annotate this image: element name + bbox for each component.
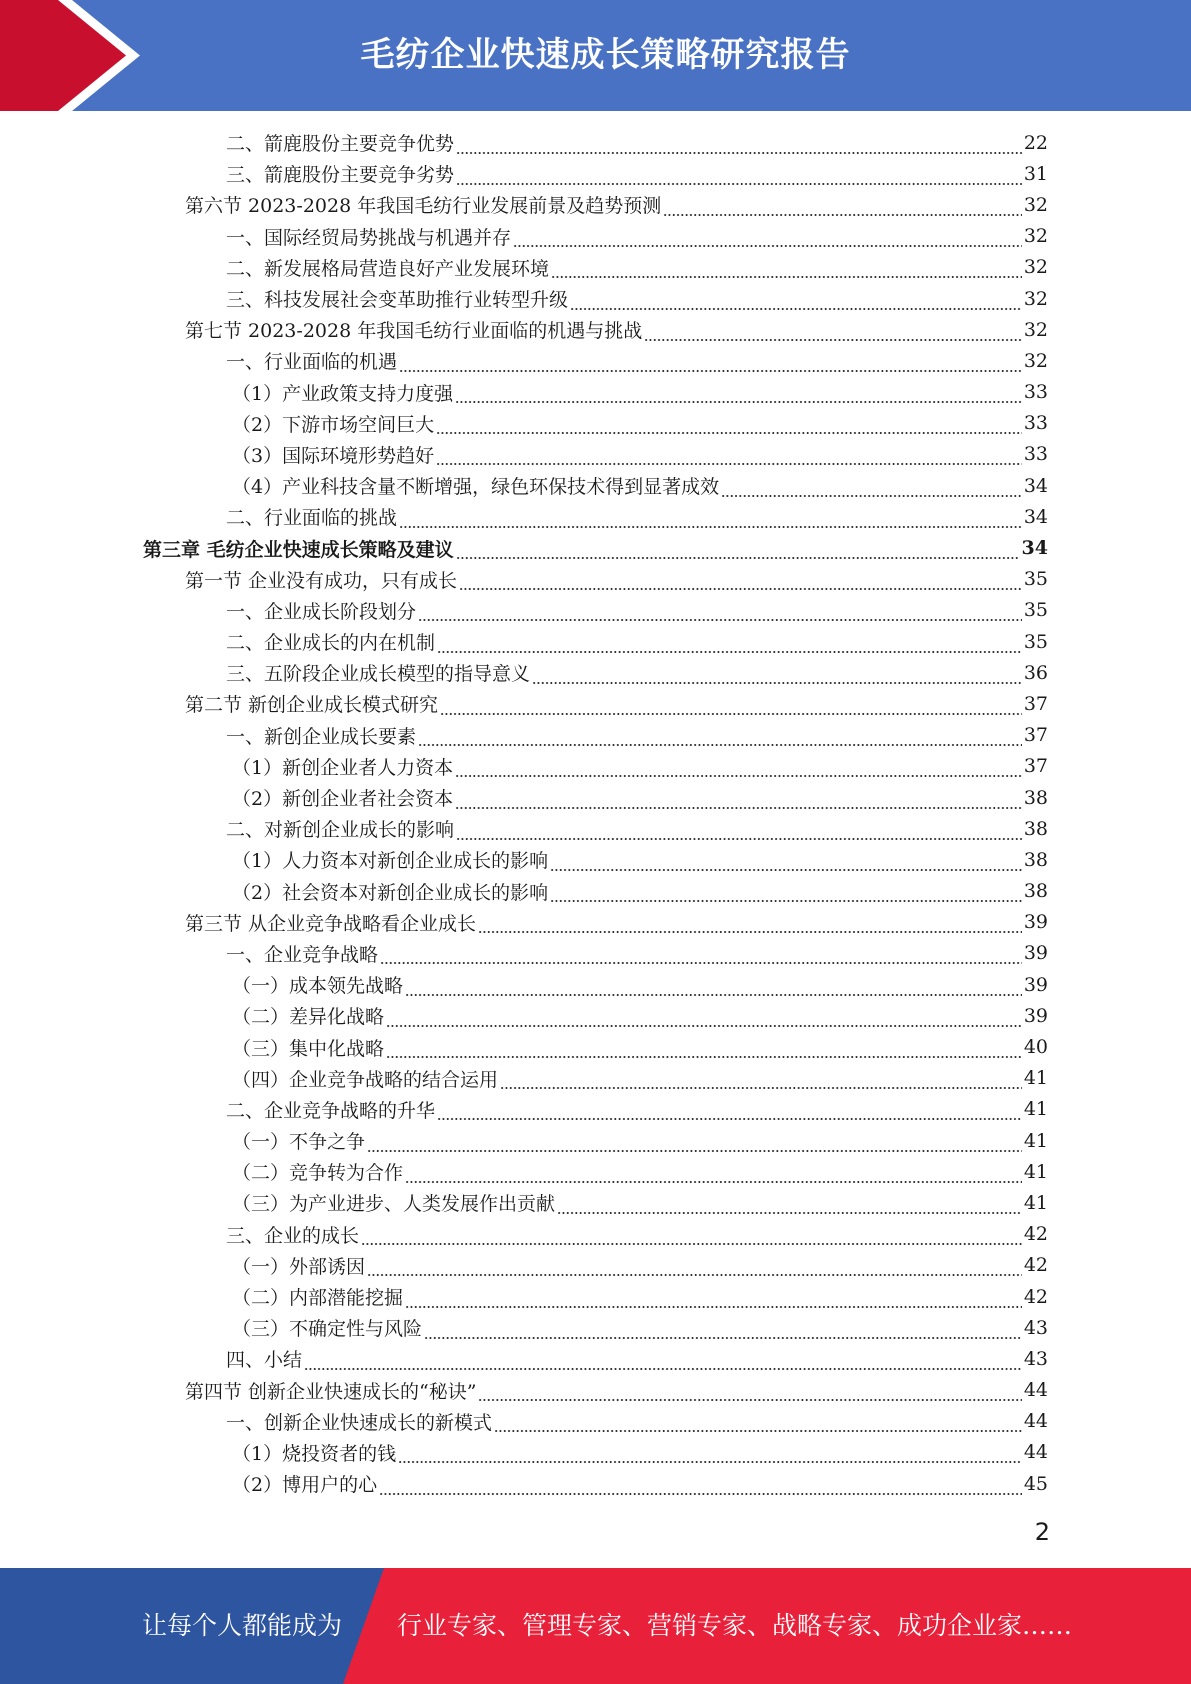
toc-entry[interactable] — [0, 876, 1048, 907]
toc-entry-title: 一、创新企业快速成长的新模式 — [226, 1411, 493, 1434]
dot-leader — [456, 135, 1022, 155]
toc-entry-title: 二、行业面临的挑战 — [226, 507, 398, 530]
dot-leader — [399, 509, 1022, 529]
toc-entry-title: 二、企业竞争战略的升华 — [226, 1099, 436, 1122]
toc-entry-title: 三、科技发展社会变革助推行业转型升级 — [226, 289, 569, 312]
dot-leader — [557, 1195, 1022, 1215]
toc-entry-title: 第七节 2023-2028 年我国毛纺行业面临的机遇与挑战 — [185, 320, 643, 343]
toc-entry-title: 第一节 企业没有成功，只有成长 — [185, 569, 458, 592]
toc-entry[interactable] — [0, 189, 1048, 220]
toc-entry-title: （三）为产业进步、人类发展作出贡献 — [232, 1193, 556, 1216]
toc-entry-title: （1）新创企业者人力资本 — [232, 756, 454, 779]
toc-entry-title: 三、箭鹿股份主要竞争劣势 — [226, 164, 455, 187]
toc-entry[interactable] — [0, 657, 1048, 688]
toc-entry[interactable] — [0, 1312, 1048, 1343]
toc-entry-title: 一、企业成长阶段划分 — [226, 600, 417, 623]
dot-leader — [386, 1039, 1022, 1059]
toc-entry-page: 41 — [1023, 1098, 1048, 1121]
toc-entry-page: 22 — [1023, 131, 1048, 154]
toc-entry-title: 第二节 新创企业成长模式研究 — [185, 694, 439, 717]
toc-entry-page: 32 — [1023, 256, 1048, 279]
toc-entry-page: 33 — [1023, 412, 1048, 435]
toc-entry-page: 42 — [1023, 1254, 1048, 1277]
toc-entry-page: 33 — [1023, 443, 1048, 466]
dot-leader — [550, 852, 1022, 872]
table-of-contents — [0, 127, 1191, 1499]
toc-entry-title: （2）社会资本对新创企业成长的影响 — [232, 881, 549, 904]
toc-entry-title: （2）博用户的心 — [232, 1474, 378, 1497]
toc-entry-title: 第四节 创新企业快速成长的“秘诀” — [185, 1380, 477, 1403]
toc-entry[interactable] — [0, 1187, 1048, 1218]
toc-entry-title: （1）人力资本对新创企业成长的影响 — [232, 850, 549, 873]
toc-entry-page: 42 — [1023, 1285, 1048, 1308]
toc-entry[interactable] — [0, 1031, 1048, 1062]
toc-entry-page: 39 — [1023, 1004, 1048, 1027]
toc-entry-title: 二、新发展格局营造良好产业发展环境 — [226, 257, 550, 280]
dot-leader — [367, 1133, 1022, 1153]
dot-leader — [494, 1413, 1022, 1433]
footer-banner — [0, 1568, 1191, 1684]
dot-leader — [459, 571, 1022, 591]
toc-entry-page: 35 — [1023, 568, 1048, 591]
toc-entry-page: 41 — [1023, 1067, 1048, 1090]
toc-entry-page: 32 — [1023, 193, 1048, 216]
dot-leader — [418, 727, 1022, 747]
toc-entry-title: 三、企业的成长 — [226, 1224, 360, 1247]
toc-entry-page: 35 — [1023, 630, 1048, 653]
toc-entry-title: 二、对新创企业成长的影响 — [226, 819, 455, 842]
dot-leader — [424, 1320, 1022, 1340]
toc-entry[interactable] — [0, 377, 1048, 408]
toc-entry-title: （1）产业政策支持力度强 — [232, 382, 454, 405]
toc-entry[interactable] — [0, 158, 1048, 189]
toc-entry-page: 38 — [1023, 786, 1048, 809]
toc-entry-page: 44 — [1023, 1441, 1048, 1464]
dot-leader — [304, 1351, 1022, 1371]
dot-leader — [456, 540, 1020, 560]
toc-entry-page: 39 — [1023, 973, 1048, 996]
page-number: 2 — [1034, 1518, 1050, 1546]
toc-entry[interactable] — [0, 844, 1048, 875]
toc-entry-page: 38 — [1023, 817, 1048, 840]
toc-entry[interactable] — [0, 969, 1048, 1000]
toc-entry[interactable] — [0, 720, 1048, 751]
toc-entry[interactable] — [0, 595, 1048, 626]
toc-entry[interactable] — [0, 1343, 1048, 1374]
toc-entry-page: 38 — [1023, 848, 1048, 871]
dot-leader — [361, 1226, 1022, 1246]
toc-entry[interactable] — [0, 1250, 1048, 1281]
report-header — [0, 0, 1191, 111]
toc-entry[interactable] — [0, 751, 1048, 782]
report-title: 毛纺企业快速成长策略研究报告 — [360, 35, 851, 75]
dot-leader — [440, 696, 1022, 716]
toc-entry-page: 32 — [1023, 349, 1048, 372]
toc-entry[interactable] — [0, 1156, 1048, 1187]
toc-entry-page: 33 — [1023, 381, 1048, 404]
dot-leader — [380, 945, 1022, 965]
toc-entry[interactable] — [0, 345, 1048, 376]
toc-entry-title: 四、小结 — [226, 1349, 303, 1372]
dot-leader — [551, 259, 1022, 279]
toc-entry-title: 第三章 毛纺企业快速成长策略及建议 — [143, 538, 454, 561]
toc-entry[interactable] — [0, 782, 1048, 813]
dot-leader — [456, 166, 1022, 186]
toc-entry-page: 44 — [1023, 1379, 1048, 1402]
toc-entry-title: 一、国际经贸局势挑战与机遇并存 — [226, 226, 512, 249]
toc-entry-page: 43 — [1023, 1316, 1048, 1339]
toc-entry-title: （2）下游市场空间巨大 — [232, 413, 435, 436]
toc-entry-page: 39 — [1023, 911, 1048, 934]
toc-entry-page: 43 — [1023, 1347, 1048, 1370]
toc-entry-page: 34 — [1021, 537, 1048, 560]
toc-entry[interactable] — [0, 439, 1048, 470]
dot-leader — [455, 790, 1022, 810]
toc-entry[interactable] — [0, 907, 1048, 938]
toc-entry-title: 二、箭鹿股份主要竞争优势 — [226, 133, 455, 156]
dot-leader — [570, 291, 1022, 311]
dot-leader — [478, 1382, 1021, 1402]
toc-entry[interactable] — [0, 408, 1048, 439]
toc-entry[interactable] — [0, 938, 1048, 969]
toc-entry-page: 41 — [1023, 1129, 1048, 1152]
toc-entry[interactable] — [0, 1375, 1048, 1406]
toc-entry-title: 一、行业面临的机遇 — [226, 351, 398, 374]
toc-entry-title: （一）不争之争 — [232, 1131, 366, 1154]
toc-entry[interactable] — [0, 688, 1048, 719]
dot-leader — [405, 977, 1022, 997]
dot-leader — [437, 634, 1022, 654]
toc-entry[interactable] — [0, 314, 1048, 345]
toc-entry-page: 36 — [1023, 661, 1048, 684]
dot-leader — [532, 665, 1022, 685]
toc-entry-page: 37 — [1023, 692, 1048, 715]
toc-entry[interactable] — [0, 1063, 1048, 1094]
dot-leader — [500, 1070, 1022, 1090]
toc-entry-title: （一）外部诱因 — [232, 1255, 366, 1278]
toc-entry[interactable] — [0, 1437, 1048, 1468]
toc-entry-page: 41 — [1023, 1191, 1048, 1214]
toc-entry-page: 32 — [1023, 225, 1048, 248]
toc-entry-page: 38 — [1023, 880, 1048, 903]
toc-entry-title: （二）内部潜能挖掘 — [232, 1287, 404, 1310]
toc-entry[interactable] — [0, 1406, 1048, 1437]
dot-leader — [550, 883, 1022, 903]
toc-entry-title: 一、企业竞争战略 — [226, 943, 379, 966]
toc-entry-title: （2）新创企业者社会资本 — [232, 788, 454, 811]
toc-entry-title: （二）竞争转为合作 — [232, 1162, 404, 1185]
toc-entry[interactable] — [0, 252, 1048, 283]
toc-entry[interactable] — [0, 564, 1048, 595]
toc-entry[interactable] — [0, 813, 1048, 844]
toc-entry-page: 35 — [1023, 599, 1048, 622]
toc-entry-title: 第六节 2023-2028 年我国毛纺行业发展前景及趋势预测 — [185, 195, 662, 218]
toc-entry-page: 39 — [1023, 942, 1048, 965]
toc-entry-page: 40 — [1023, 1036, 1048, 1059]
toc-entry-page: 32 — [1023, 318, 1048, 341]
toc-entry-title: （4）产业科技含量不断增强，绿色环保技术得到显著成效 — [232, 476, 720, 499]
dot-leader — [456, 821, 1022, 841]
toc-entry[interactable] — [0, 1094, 1048, 1125]
toc-entry[interactable] — [0, 1000, 1048, 1031]
dot-leader — [367, 1257, 1022, 1277]
toc-entry[interactable] — [0, 283, 1048, 314]
toc-entry[interactable] — [0, 501, 1048, 532]
dot-leader — [478, 914, 1022, 934]
toc-entry-title: （二）差异化战略 — [232, 1006, 385, 1029]
toc-entry[interactable] — [0, 1281, 1048, 1312]
footer-slogan-left: 让每个人都能成为 — [142, 1611, 343, 1640]
toc-entry[interactable] — [0, 470, 1048, 501]
toc-entry-title: 三、五阶段企业成长模型的指导意义 — [226, 663, 531, 686]
dot-leader — [399, 353, 1022, 373]
toc-entry[interactable] — [0, 1468, 1048, 1499]
toc-entry-page: 44 — [1023, 1410, 1048, 1433]
toc-entry-page: 45 — [1023, 1472, 1048, 1495]
toc-entry-title: （三）集中化战略 — [232, 1037, 385, 1060]
toc-entry[interactable] — [0, 1125, 1048, 1156]
toc-entry-page: 42 — [1023, 1223, 1048, 1246]
dot-leader — [455, 758, 1022, 778]
toc-entry[interactable] — [0, 1219, 1048, 1250]
toc-entry-title: （三）不确定性与风险 — [232, 1318, 423, 1341]
toc-entry-title: （四）企业竞争战略的结合运用 — [232, 1068, 499, 1091]
toc-entry[interactable] — [0, 626, 1048, 657]
dot-leader — [386, 1008, 1022, 1028]
dot-leader — [405, 1289, 1022, 1309]
toc-entry-page: 37 — [1023, 724, 1048, 747]
toc-entry-title: 一、新创企业成长要素 — [226, 725, 417, 748]
dot-leader — [398, 1444, 1022, 1464]
dot-leader — [437, 1101, 1022, 1121]
toc-entry[interactable] — [0, 127, 1048, 158]
toc-entry-page: 37 — [1023, 755, 1048, 778]
dot-leader — [436, 415, 1022, 435]
dot-leader — [721, 478, 1022, 498]
dot-leader — [418, 602, 1022, 622]
dot-leader — [455, 384, 1022, 404]
toc-entry-title: （1）烧投资者的钱 — [232, 1442, 397, 1465]
dot-leader — [663, 197, 1022, 217]
toc-entry-page: 31 — [1023, 162, 1048, 185]
toc-entry-title: 二、企业成长的内在机制 — [226, 632, 436, 655]
dot-leader — [436, 446, 1022, 466]
toc-entry-title: 第三节 从企业竞争战略看企业成长 — [185, 912, 477, 935]
toc-entry[interactable] — [0, 221, 1048, 252]
toc-entry-page: 34 — [1023, 505, 1048, 528]
footer-slogan-right: 行业专家、管理专家、营销专家、战略专家、成功企业家…… — [397, 1611, 1073, 1640]
toc-entry[interactable] — [0, 532, 1048, 563]
toc-entry-page: 34 — [1023, 474, 1048, 497]
toc-entry-page: 32 — [1023, 287, 1048, 310]
toc-entry-page: 41 — [1023, 1160, 1048, 1183]
dot-leader — [513, 228, 1022, 248]
toc-entry-title: （3）国际环境形势趋好 — [232, 444, 435, 467]
dot-leader — [405, 1164, 1022, 1184]
dot-leader — [379, 1476, 1022, 1496]
dot-leader — [644, 322, 1022, 342]
toc-entry-title: （一）成本领先战略 — [232, 975, 404, 998]
